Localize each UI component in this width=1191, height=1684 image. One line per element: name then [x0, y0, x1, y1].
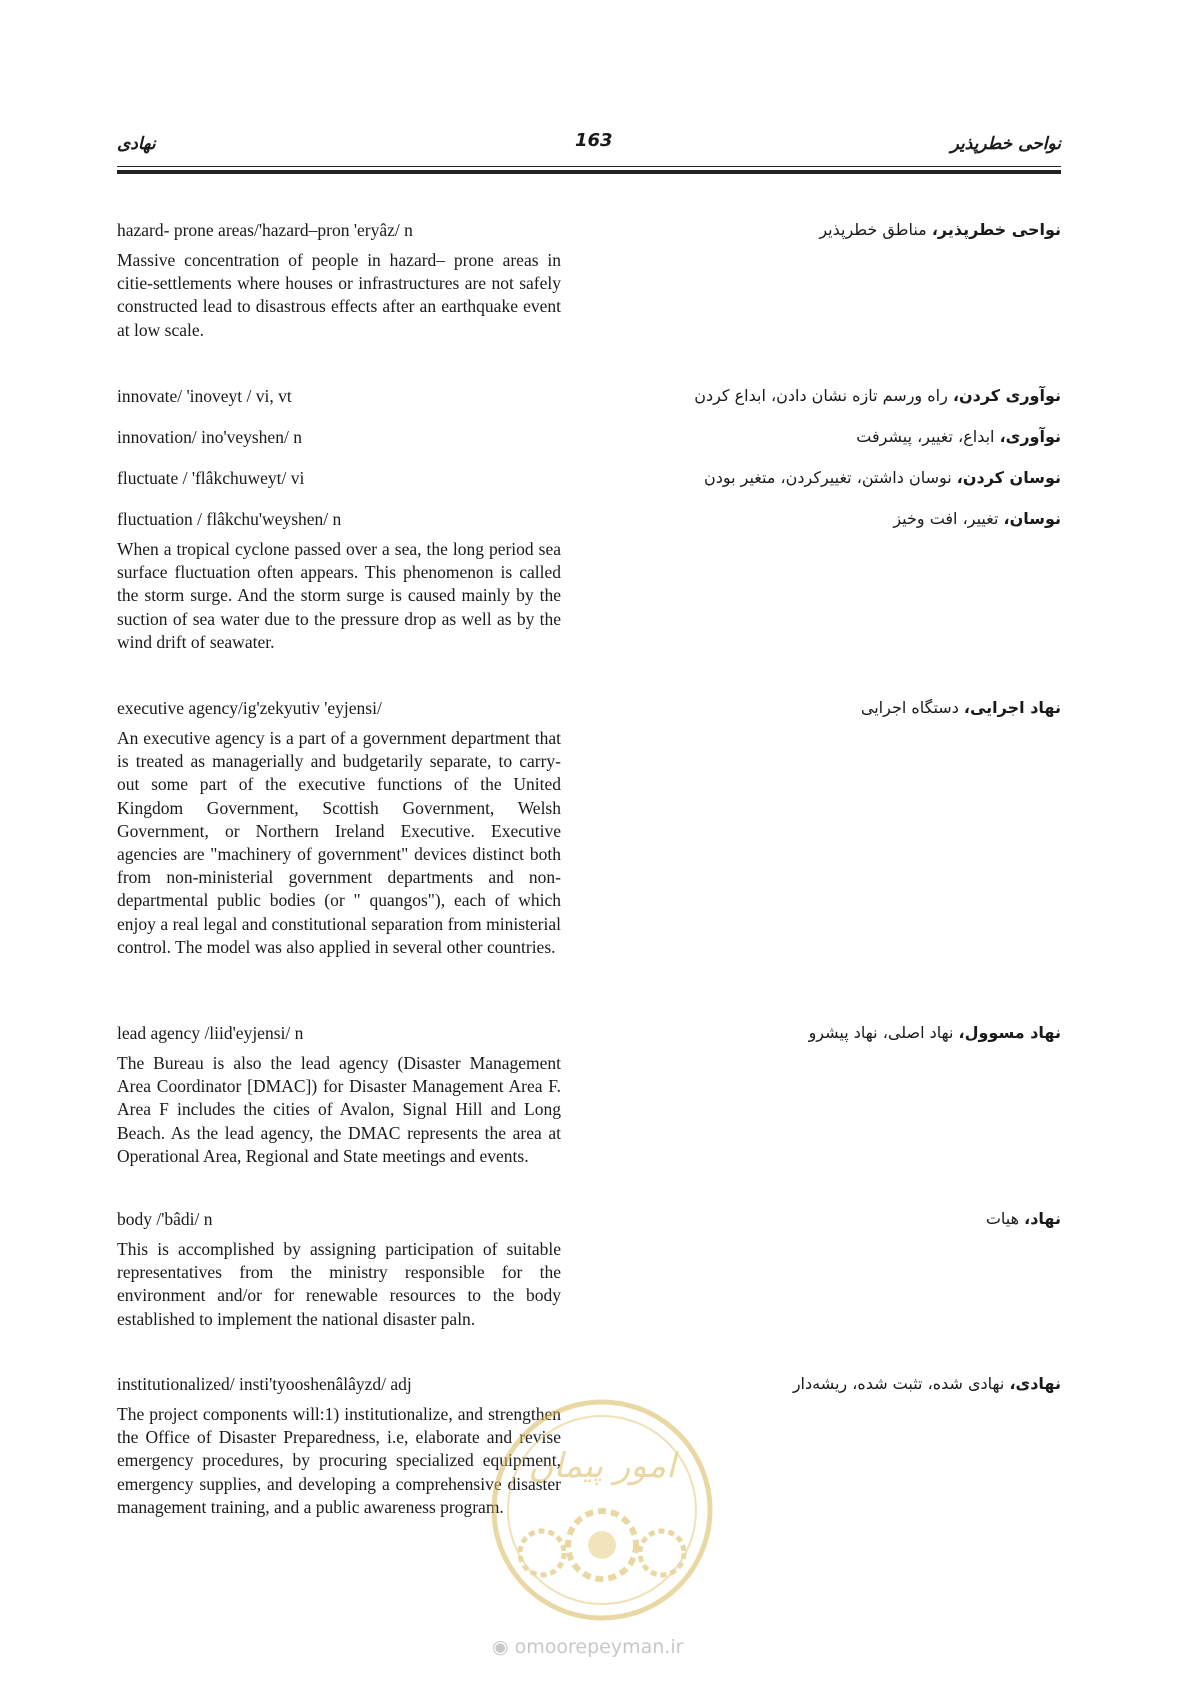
entry-persian-rest: مناطق خطرپذیر — [819, 220, 932, 239]
entry-persian — [631, 426, 1061, 448]
entry-definition: Massive concentration of people in hazard– prone areas in citie-settlements where houses or infrastructures are not safely constructed lead to disastrous effects after an earthquake event at low scale. — [117, 250, 561, 340]
entry-term: body /'bâdi/ n — [117, 1209, 213, 1229]
header-left-title: نهادی — [117, 134, 156, 154]
entry-term: innovate/ 'inoveyt / vi, vt — [117, 386, 292, 406]
entry-english — [117, 697, 561, 959]
entry-persian-head: نهاد مسوول، — [958, 1023, 1061, 1042]
entry-persian-rest: نهاد اصلی، نهاد پیشرو — [808, 1023, 959, 1042]
header-rule-thick — [117, 170, 1061, 174]
entry-persian-head: نهاد، — [1024, 1209, 1061, 1228]
entry-definition: An executive agency is a part of a government department that is treated as managerially and budgetarily separate, to carry-out some part of the executive functions of the United Kingdom Government, Scottish Government, Welsh Government, or Northern Ireland Executive. Executive agencies are "machinery of government" devices distinct both from non-ministerial government departments and non- departmental public bodies (or " quangos"), each of which enjoy a real legal and constitutional separation from ministerial control. The model was also applied in several other countries. — [117, 728, 561, 957]
entry-persian-rest: راه ورسم تازه نشان دادن، ابداع کردن — [694, 386, 953, 405]
entry-definition: When a tropical cyclone passed over a sea, the long period sea surface fluctuation often appears. This phenomenon is called the storm surge. And the storm surge is caused mainly by the suction of sea water due to the pressure drop as well as by the wind drift of seawater. — [117, 539, 561, 652]
entry-persian — [631, 508, 1061, 530]
entry-persian-head: نهادی، — [1009, 1374, 1061, 1393]
entry-english — [117, 1022, 561, 1168]
watermark-site-text: omoorepeyman.ir — [514, 1636, 684, 1658]
entry-term: fluctuation / flâkchu'weyshen/ n — [117, 509, 342, 529]
entry-persian-rest: نوسان داشتن، تغییرکردن، متغیر بودن — [703, 468, 957, 487]
entry-persian-head: نوآوری کردن، — [952, 386, 1061, 405]
entry-english — [117, 1208, 561, 1331]
entry-definition: This is accomplished by assigning participation of suitable representatives from the ministry responsible for the environment and/or for renewable resources to the body established to implement the national disaster paln. — [117, 1239, 561, 1329]
entry-term: innovation/ ino'veyshen/ n — [117, 427, 302, 447]
stamp-text: امور پیمان — [528, 1446, 676, 1486]
entry-persian — [631, 1373, 1061, 1395]
entry-persian — [631, 385, 1061, 407]
watermark-site: ◉ omoorepeyman.ir — [492, 1636, 684, 1658]
entry-persian-head: نوآوری، — [999, 427, 1061, 446]
entry-persian — [631, 219, 1061, 241]
entry-persian-rest: تغییر، افت وخیز — [893, 509, 1004, 528]
entry-persian — [631, 1022, 1061, 1044]
entry-persian-head: نوسان، — [1003, 509, 1061, 528]
watermark-stamp-icon — [487, 1395, 717, 1625]
entry-definition: The project components will:1) institutionalize, and strengthen the Office of Disaster Preparedness, i.e, elaborate and revise emergency procedures, by procuring specialized equipment, emergency supplies, and developing a comprehensive disaster management training, and a public awareness program. — [117, 1404, 561, 1517]
entry-english — [117, 508, 561, 654]
entry-persian-head: نهاد اجرایی، — [963, 698, 1061, 717]
entry-persian — [631, 1208, 1061, 1230]
entry-term: lead agency /liid'eyjensi/ n — [117, 1023, 304, 1043]
page-header — [117, 128, 1061, 178]
header-rule-thin — [117, 166, 1061, 167]
entry-persian — [631, 697, 1061, 719]
entry-persian-head: نواحی خطرپذیر، — [931, 220, 1061, 239]
page-number: 163 — [575, 130, 613, 151]
entry-persian-rest: نهادی شده، تثبت شده، ریشه‌دار — [792, 1374, 1010, 1393]
entry-english — [117, 426, 561, 448]
entry-persian-head: نوسان کردن، — [956, 468, 1061, 487]
entry-persian — [631, 467, 1061, 489]
entry-english — [117, 385, 561, 407]
entry-persian-rest: دستگاه اجرایی — [860, 698, 964, 717]
entry-term: institutionalized/ insti'tyooshenâlâyzd/ adj — [117, 1374, 412, 1394]
entry-english — [117, 219, 561, 342]
header-right-title: نواحی خطرپذیر — [950, 134, 1061, 154]
entry-term: fluctuate / 'flâkchuweyt/ vi — [117, 468, 305, 488]
entry-persian-rest: ابداع، تغییر، پیشرفت — [856, 427, 1000, 446]
entry-term: hazard- prone areas/'hazard–pron 'eryâz/ n — [117, 220, 413, 240]
entry-term: executive agency/ig'zekyutiv 'eyjensi/ — [117, 698, 382, 718]
entry-persian-rest: هیات — [985, 1209, 1025, 1228]
entry-definition: The Bureau is also the lead agency (Disaster Management Area Coordinator [DMAC]) for Disaster Management Area F. Area F includes the cities of Avalon, Signal Hill and Long Beach. As the lead agency, the DMAC represents the area at Operational Area, Regional and State meetings and events. — [117, 1053, 561, 1166]
entry-english — [117, 467, 561, 489]
